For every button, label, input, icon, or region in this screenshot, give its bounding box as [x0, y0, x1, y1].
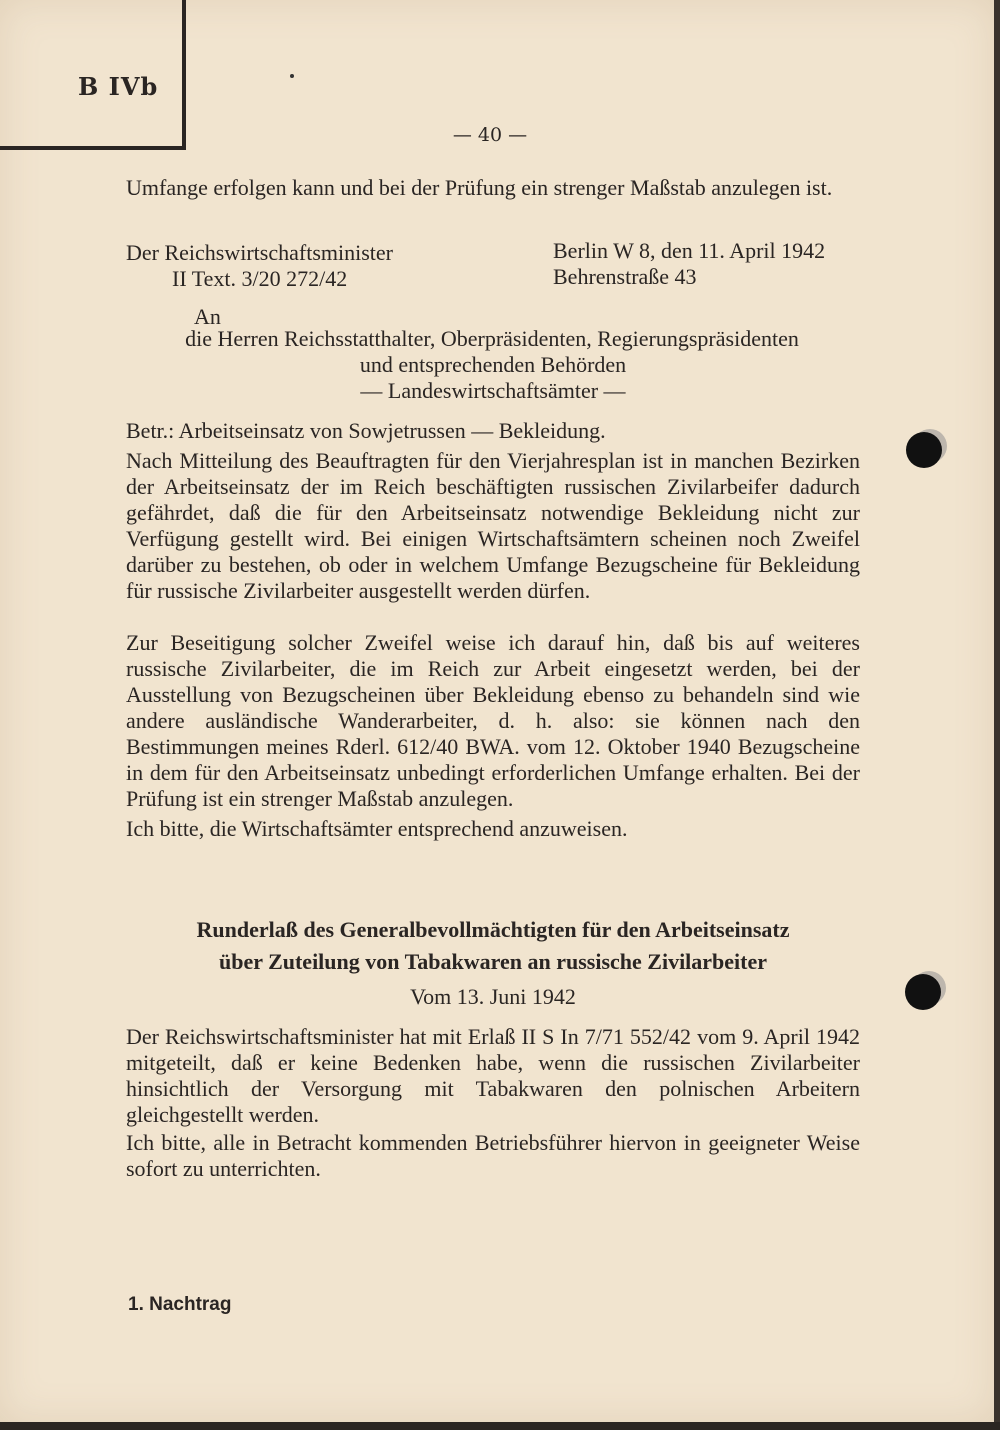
sender-name: Der Reichswirtschaftsminister: [126, 240, 393, 265]
punch-hole: [905, 974, 941, 1010]
paragraph-text: Ich bitte, die Wirtschaftsämter entsprechend anzuweisen.: [126, 816, 628, 841]
decree-heading: über Zuteilung von Tabakwaren an russische Zivilarbeiter: [218, 949, 768, 974]
decree-paragraph: [126, 1130, 860, 1182]
street-address: Behrenstraße 43: [553, 264, 697, 289]
recipient-line: — Landeswirtschaftsämter —: [360, 378, 626, 403]
letter-paragraph: [126, 816, 860, 842]
punch-hole: [906, 432, 942, 468]
ink-dot: [290, 74, 294, 78]
paragraph-text: Zur Beseitigung solcher Zweifel weise ich darauf hin, daß bis auf weiteres russische Zivilarbeiter, die im Reich zur Arbeit eingesetzt werden, bei der Ausstellung von Bezugscheinen über Bekleidung ebenso zu behandeln sind wie andere ausländische Wanderarbeiter, d. h. also: sie können nach den Bestimmungen meines Rderl. 612/40 BWA. vom 12. Oktober 1940 Bezugscheine in dem für den Arbeitseinsatz unbedingt erforderlichen Umfange erhalten. Bei der Prüfung ist ein strenger Maßstab anzulegen.: [126, 630, 860, 811]
letter-paragraph: [126, 630, 860, 812]
letter-paragraph: [126, 448, 860, 604]
sender-reference: II Text. 3/20 272/42: [172, 266, 348, 291]
decree-paragraph: [126, 1024, 860, 1128]
scan-edge: [994, 0, 1000, 1430]
recipient-line: die Herren Reichsstatthalter, Oberpräsidenten, Regierungspräsidenten: [185, 326, 799, 351]
subject-line: [126, 418, 860, 444]
continuation-text: Umfange erfolgen kann und bei der Prüfung ein strenger Maßstab anzulegen ist.: [126, 175, 833, 200]
recipient-an: An: [194, 304, 221, 329]
section-stamp-label: B IVb: [78, 72, 159, 101]
continuation-paragraph: [126, 175, 860, 201]
recipient-line: und entsprechenden Behörden: [359, 352, 627, 377]
page-number: — 40 —: [452, 124, 528, 146]
scan-edge: [0, 1422, 1000, 1430]
decree-date: Vom 13. Juni 1942: [410, 984, 576, 1009]
paragraph-text: Ich bitte, alle in Betracht kommenden Betriebsführer hiervon in geeigneter Weise sofort zu unterrichten.: [126, 1130, 860, 1181]
subject-text: Betr.: Arbeitseinsatz von Sowjetrussen — Bekleidung.: [126, 418, 606, 443]
place-date: Berlin W 8, den 11. April 1942: [553, 238, 826, 263]
footer-label: 1. Nachtrag: [128, 1294, 232, 1315]
paragraph-text: Der Reichswirtschaftsminister hat mit Erlaß II S In 7/71 552/42 vom 9. April 1942 mitgeteilt, daß er keine Bedenken habe, wenn die russischen Zivilarbeiter hinsichtlich der Versorgung mit Tabakwaren den polnischen Arbeitern gleichgestellt werden.: [126, 1024, 860, 1127]
decree-heading: Runderlaß des Generalbevollmächtigten für den Arbeitseinsatz: [196, 917, 790, 942]
paragraph-text: Nach Mitteilung des Beauftragten für den Vierjahresplan ist in manchen Bezirken der Arbeitseinsatz der im Reich beschäftigten russischen Zivilarbeifer dadurch gefährdet, daß die für den Arbeitseinsatz notwendige Bekleidung nicht zur Verfügung gestellt wird. Bei einigen Wirtschaftsämtern scheinen noch Zweifel darüber zu bestehen, ob oder in welchem Umfange Bezugscheine für Bekleidung für russische Zivilarbeiter ausgestellt werden dürfen.: [126, 448, 860, 603]
